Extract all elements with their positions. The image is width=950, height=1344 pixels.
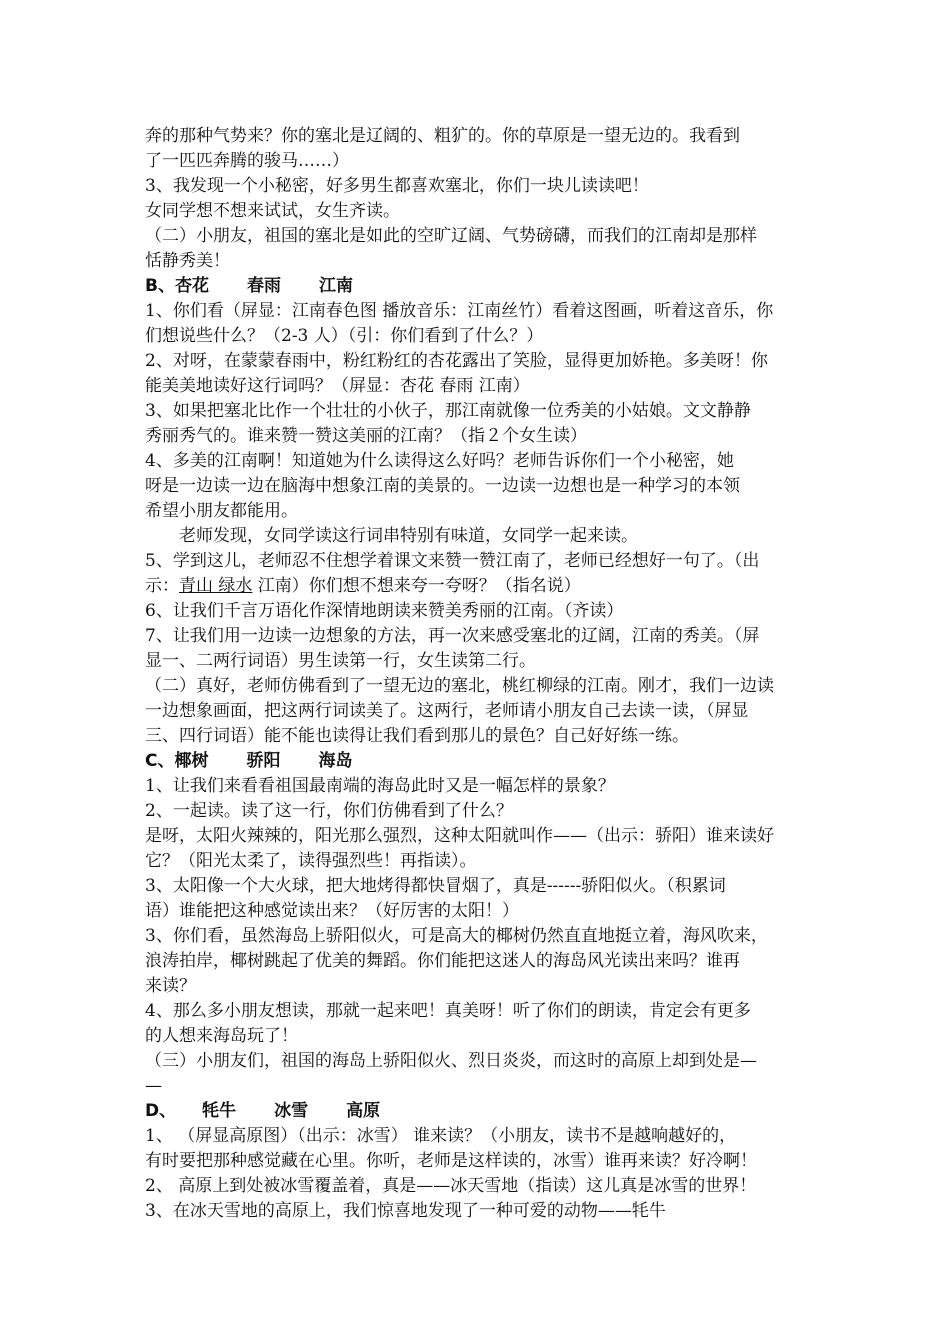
heading-word: 江南 [318, 276, 353, 296]
text-line: 3、在冰天雪地的高原上，我们惊喜地发现了一种可爱的动物——牦牛 [145, 1201, 666, 1221]
text-line: 1、让我们来看看祖国最南端的海岛此时又是一幅怎样的景象？ [145, 776, 615, 796]
text-line: — [145, 1076, 162, 1096]
text-line: 3、如果把塞北比作一个壮壮的小伙子，那江南就像一位秀美的小姑娘。文文静静 [145, 401, 751, 421]
heading-word: 海岛 [318, 751, 353, 771]
text-line: 4、那么多小朋友想读，那就一起来吧！真美呀！听了你们的朗读，肯定会有更多 [145, 1001, 751, 1021]
text-line [145, 574, 817, 599]
text-line: （二）真好，老师仿佛看到了一望无边的塞北，桃红柳绿的江南。刚才，我们一边读 [145, 676, 774, 696]
text-line: 老师发现，女同学读这行词串特别有味道，女同学一起来读。 [179, 526, 638, 546]
text-line: 2、对呀，在蒙蒙春雨中，粉红粉红的杏花露出了笑脸，显得更加娇艳。多美呀！你 [145, 351, 768, 371]
section-heading-b [145, 274, 817, 299]
text-line: 是呀，太阳火辣辣的，阳光那么强烈，这种太阳就叫作——（出示：骄阳）谁来读好 [145, 826, 774, 846]
text-line: 3、你们看，虽然海岛上骄阳似火，可是高大的椰树仍然直直地挺立着，海风吹来， [145, 926, 768, 946]
text-line: 7、让我们用一边读一边想象的方法，再一次来感受塞北的辽阔，江南的秀美。（屏 [145, 626, 760, 646]
heading-word: 牦牛 [202, 1101, 237, 1121]
text-line: 来读？ [145, 976, 196, 996]
heading-prefix: C、 [145, 751, 175, 771]
text-line: 2、一起读。读了这一行，你们仿佛看到了什么？ [145, 801, 513, 821]
section-heading-d [145, 1099, 817, 1124]
text-line: 恬静秀美！ [145, 251, 230, 271]
text-line: 6、让我们千言万语化作深情地朗读来赞美秀丽的江南。（齐读） [145, 601, 624, 621]
text-line: 的人想来海岛玩了！ [145, 1026, 298, 1046]
heading-prefix: D、 [145, 1101, 177, 1121]
text-line: 希望小朋友都能用。 [145, 501, 298, 521]
text-line: 它？（阳光太柔了，读得强烈些！再指读）。 [145, 851, 477, 871]
heading-word: 椰树 [174, 751, 209, 771]
text-line: 语）谁能把这种感觉读出来？（好厉害的太阳！） [145, 901, 519, 921]
text-fragment: 示： [145, 576, 179, 596]
text-line: 奔的那种气势来？你的塞北是辽阔的、粗犷的。你的草原是一望无边的。我看到 [145, 126, 740, 146]
text-line: （二）小朋友，祖国的塞北是如此的空旷辽阔、气势磅礴，而我们的江南却是那样 [145, 226, 757, 246]
text-line: 有时要把那种感觉藏在心里。你听，老师是这样读的，冰雪）谁再来读？好冷啊！ [145, 1151, 757, 1171]
document-page [145, 124, 817, 1224]
text-line: 秀丽秀气的。谁来赞一赞这美丽的江南？（指２个女生读） [145, 426, 587, 446]
text-line: 5、学到这儿，老师忍不住想学着课文来赞一赞江南了，老师已经想好一句了。（出 [145, 551, 760, 571]
text-line: 三、四行词语）能不能也读得让我们看到那儿的景色？自己好好练一练。 [145, 726, 689, 746]
text-line: 3、太阳像一个大火球，把大地烤得都快冒烟了，真是------骄阳似火。（积累词 [145, 876, 726, 896]
heading-word: 冰雪 [274, 1101, 309, 1121]
text-line: 3、我发现一个小秘密，好多男生都喜欢塞北，你们一块儿读读吧！ [145, 176, 649, 196]
text-line: 2、 高原上到处被冰雪覆盖着，真是——冰天雪地（指读）这儿真是冰雪的世界！ [145, 1176, 757, 1196]
text-line: 1、 （屏显高原图）（出示：冰雪） 谁来读？（小朋友，读书不是越响越好的， [145, 1126, 737, 1146]
section-heading-c [145, 749, 817, 774]
heading-word: 骄阳 [246, 751, 281, 771]
underlined-phrase: 青山 绿水 [179, 576, 253, 596]
text-line: 能美美地读好这行词吗？（屏显：杏花 春雨 江南） [145, 376, 530, 396]
text-line: 1、你们看（屏显：江南春色图 播放音乐：江南丝竹）看着这图画，听着这音乐，你 [145, 301, 774, 321]
text-line: 呀是一边读一边在脑海中想象江南的美景的。一边读一边想也是一种学习的本领 [145, 476, 740, 496]
text-line: 女同学想不想来试试，女生齐读。 [145, 201, 400, 221]
text-line: （三）小朋友们，祖国的海岛上骄阳似火、烈日炎炎，而这时的高原上却到处是— [145, 1051, 757, 1071]
text-line: 一边想象画面，把这两行词读美了。这两行，老师请小朋友自己去读一读，（屏显 [145, 701, 749, 721]
text-line: 4、多美的江南啊！知道她为什么读得这么好吗？老师告诉你们一个小秘密，她 [145, 451, 734, 471]
text-line: 浪涛拍岸，椰树跳起了优美的舞蹈。你们能把这迷人的海岛风光读出来吗？谁再 [145, 951, 740, 971]
text-line: 们想说些什么？（2-3 人）（引：你们看到了什么？） [145, 326, 544, 346]
heading-word: 高原 [346, 1101, 381, 1121]
heading-word: 杏花 [174, 276, 209, 296]
text-fragment: 江南）你们想不想来夸一夸呀？（指名说） [252, 576, 581, 596]
text-line: 了一匹匹奔腾的骏马……） [145, 151, 349, 171]
heading-word: 春雨 [246, 276, 281, 296]
text-line: 显一、二两行词语）男生读第一行，女生读第二行。 [145, 651, 536, 671]
heading-prefix: B、 [145, 276, 175, 296]
